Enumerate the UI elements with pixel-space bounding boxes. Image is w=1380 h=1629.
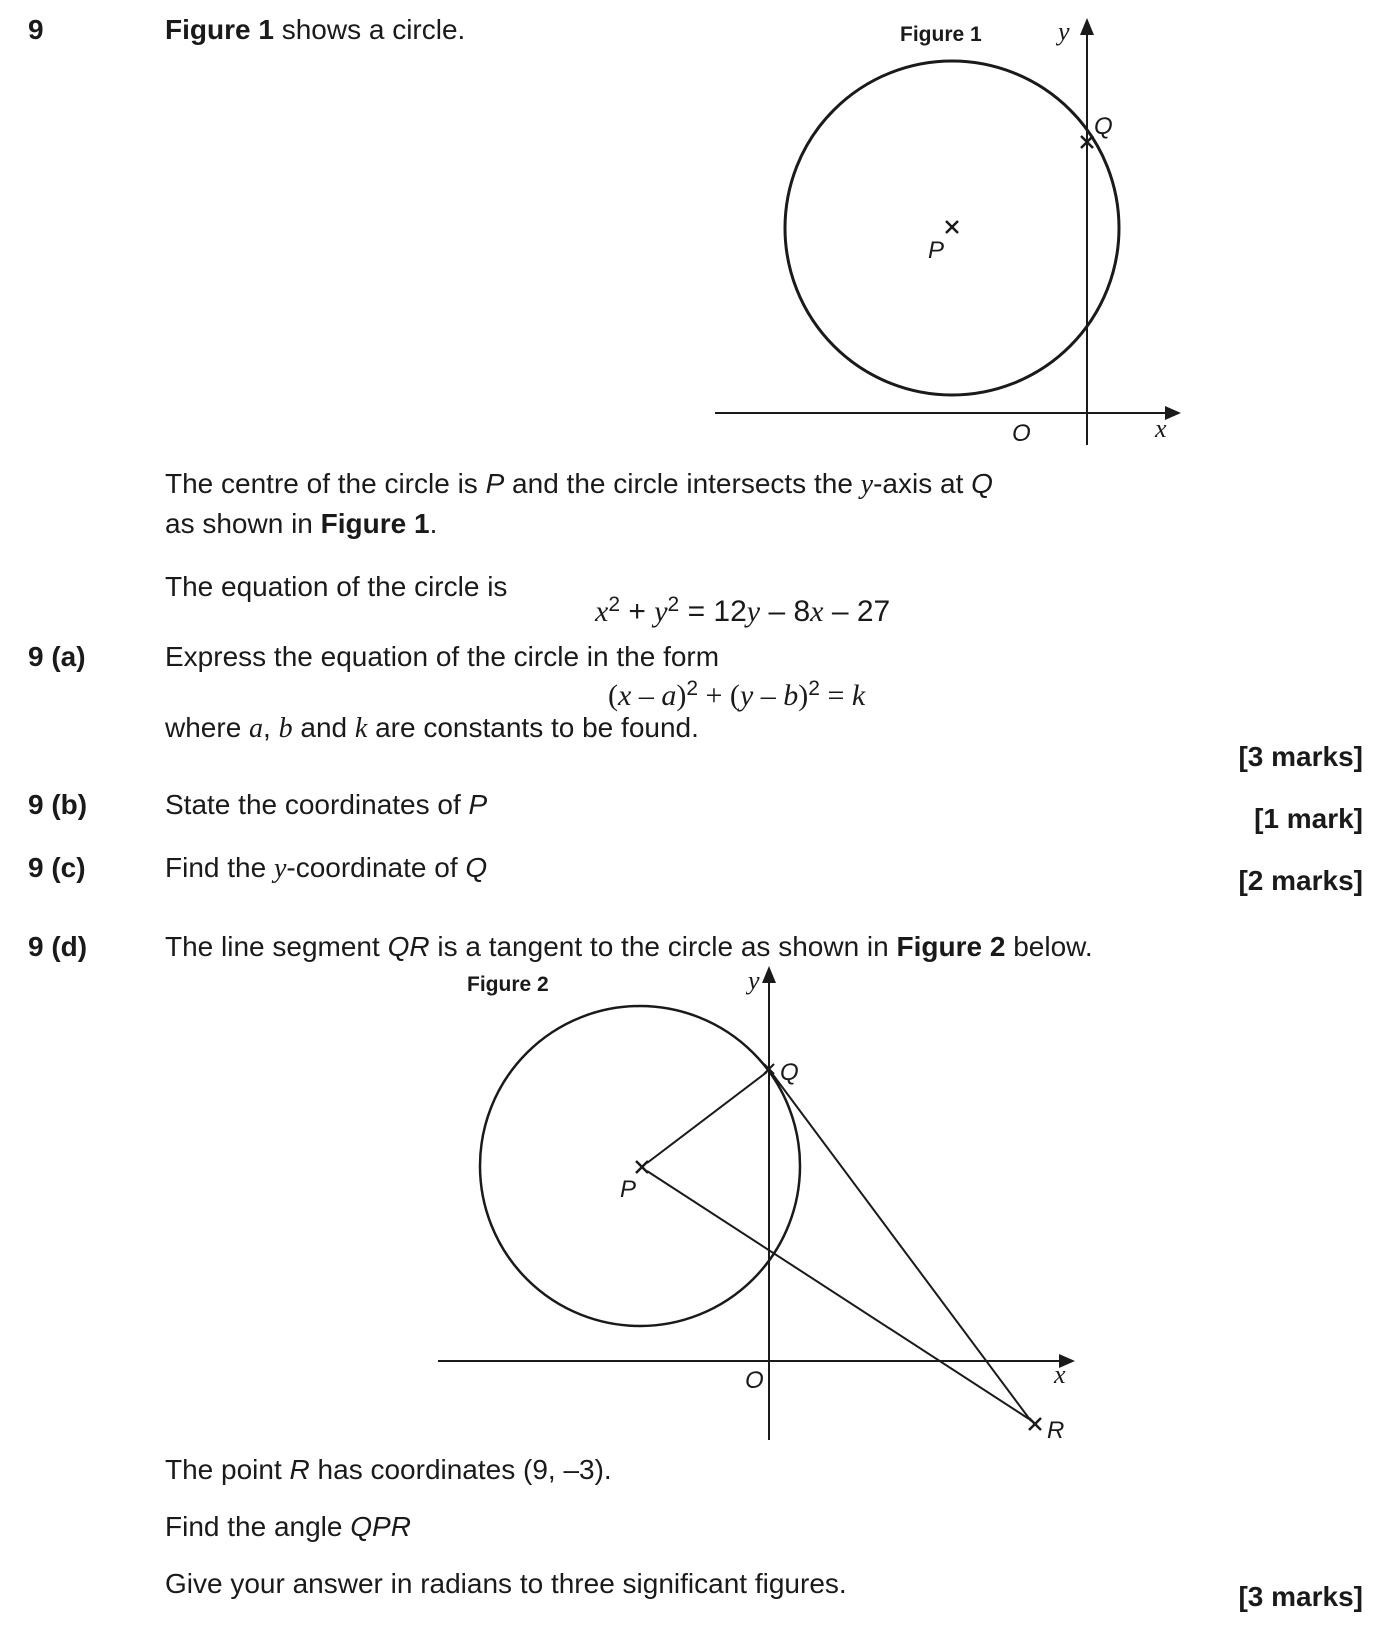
var-k: k <box>851 679 866 712</box>
text-segment: Figure 1 <box>320 508 430 539</box>
part-c-label: 9 (c) <box>28 852 86 883</box>
text-segment: and the circle intersects the <box>504 468 861 499</box>
part-d-label: 9 (d) <box>28 931 88 962</box>
var-q: Q <box>465 852 488 883</box>
exponent: 2 <box>608 593 621 616</box>
text-segment: State the coordinates of <box>165 789 469 820</box>
text-segment: and <box>292 712 355 743</box>
figure-2-y-arrow-icon <box>762 966 776 983</box>
figure-1-x-axis-label: x <box>1155 414 1167 443</box>
var-r: R <box>289 1454 310 1485</box>
var-b: b <box>783 679 799 712</box>
radians-line: Give your answer in radians to three significant figures. <box>165 1568 847 1599</box>
equation-intro-line: The equation of the circle is <box>165 571 508 602</box>
var-y: y <box>273 853 287 884</box>
text-segment: Figure 1 <box>165 14 274 45</box>
figure-1 <box>700 14 1200 454</box>
operator: – 27 <box>823 595 891 628</box>
var-a: a <box>661 679 677 712</box>
part-c-line <box>165 852 487 885</box>
text-segment: are constants to be found. <box>367 712 699 743</box>
figure-1-x-arrow-icon <box>1165 406 1181 420</box>
var-b: b <box>278 713 293 744</box>
operator: = <box>819 679 852 712</box>
operator: – 8 <box>760 595 811 628</box>
var-qpr: QPR <box>350 1511 411 1542</box>
var-a: a <box>249 713 264 744</box>
figure-2-y-axis-label: y <box>748 966 760 995</box>
text-segment: shows a circle. <box>273 14 466 45</box>
var-p: P <box>468 789 488 820</box>
paren: ( <box>608 679 618 712</box>
text-segment: , <box>263 712 279 743</box>
text-segment: has coordinates (9, –3). <box>309 1454 612 1485</box>
part-d-line <box>165 931 1093 963</box>
operator: – <box>631 679 662 712</box>
var-qr: QR <box>387 931 430 962</box>
part-a-line-2 <box>165 712 699 745</box>
part-b-line <box>165 789 487 821</box>
text-segment: below. <box>1005 931 1093 962</box>
angle-line <box>165 1511 411 1543</box>
var-k: k <box>354 713 368 744</box>
text-segment: -axis at <box>873 468 972 499</box>
figure-2-r-label: R <box>1047 1417 1065 1444</box>
part-b-label: 9 (b) <box>28 789 88 820</box>
part-a-marks: [3 marks] <box>1238 741 1363 772</box>
figure-2 <box>420 960 1080 1450</box>
intro-line-1 <box>165 468 993 501</box>
text-segment: -coordinate of <box>286 852 466 883</box>
question-intro-line <box>165 14 465 46</box>
figure-2-q-label: Q <box>780 1059 799 1086</box>
operator: = 12 <box>679 595 747 628</box>
exponent: 2 <box>686 677 699 700</box>
completed-square-equation <box>608 676 865 714</box>
text-segment: is a tangent to the circle as shown in <box>429 931 897 962</box>
circle-equation <box>595 592 890 630</box>
paren: ) <box>798 679 809 712</box>
exponent: 2 <box>667 593 680 616</box>
figure-2-origin-label: O <box>745 1367 764 1394</box>
figure-1-y-arrow-icon <box>1080 18 1094 35</box>
figure-2-p-label: P <box>620 1176 637 1203</box>
segment-p-r <box>647 1171 1029 1419</box>
text-segment: . <box>429 508 438 539</box>
text-segment: Find the angle <box>165 1511 351 1542</box>
text-segment: The centre of the circle is <box>165 468 486 499</box>
var-y: y <box>654 595 668 628</box>
var-q: Q <box>971 468 993 499</box>
var-x: x <box>595 595 609 628</box>
segment-p-q <box>647 1072 767 1163</box>
part-a-label: 9 (a) <box>28 641 86 672</box>
part-b-marks: [1 mark] <box>1254 803 1363 834</box>
tangent-q-r <box>771 1072 1031 1421</box>
operator: – <box>753 679 784 712</box>
var-x: x <box>810 595 824 628</box>
intro-line-2 <box>165 508 437 540</box>
figure-1-q-label: Q <box>1094 113 1113 140</box>
operator: + <box>620 595 655 628</box>
var-p: P <box>485 468 505 499</box>
operator: + ( <box>698 679 740 712</box>
text-segment: Find the <box>165 852 274 883</box>
text-segment: where <box>165 712 250 743</box>
figure-1-p-label: P <box>928 237 945 264</box>
var-y: y <box>860 469 874 500</box>
figure-1-caption: Figure 1 <box>900 23 982 46</box>
text-segment: The line segment <box>165 931 388 962</box>
question-number: 9 <box>28 14 44 45</box>
paren: ) <box>676 679 687 712</box>
text-segment: The point <box>165 1454 290 1485</box>
text-segment: Figure 2 <box>896 931 1006 962</box>
exponent: 2 <box>808 677 820 700</box>
part-c-marks: [2 marks] <box>1238 865 1363 896</box>
var-y: y <box>739 679 754 712</box>
text-segment: as shown in <box>165 508 321 539</box>
figure-1-origin-label: O <box>1012 420 1031 447</box>
figure-2-caption: Figure 2 <box>467 973 549 996</box>
part-d-marks: [3 marks] <box>1238 1581 1363 1612</box>
figure-2-x-axis-label: x <box>1054 1360 1066 1389</box>
part-a-line-1: Express the equation of the circle in the form <box>165 641 720 672</box>
point-r-line <box>165 1454 612 1486</box>
var-y: y <box>746 595 761 628</box>
figure-1-y-axis-label: y <box>1058 17 1070 46</box>
var-x: x <box>618 679 632 712</box>
